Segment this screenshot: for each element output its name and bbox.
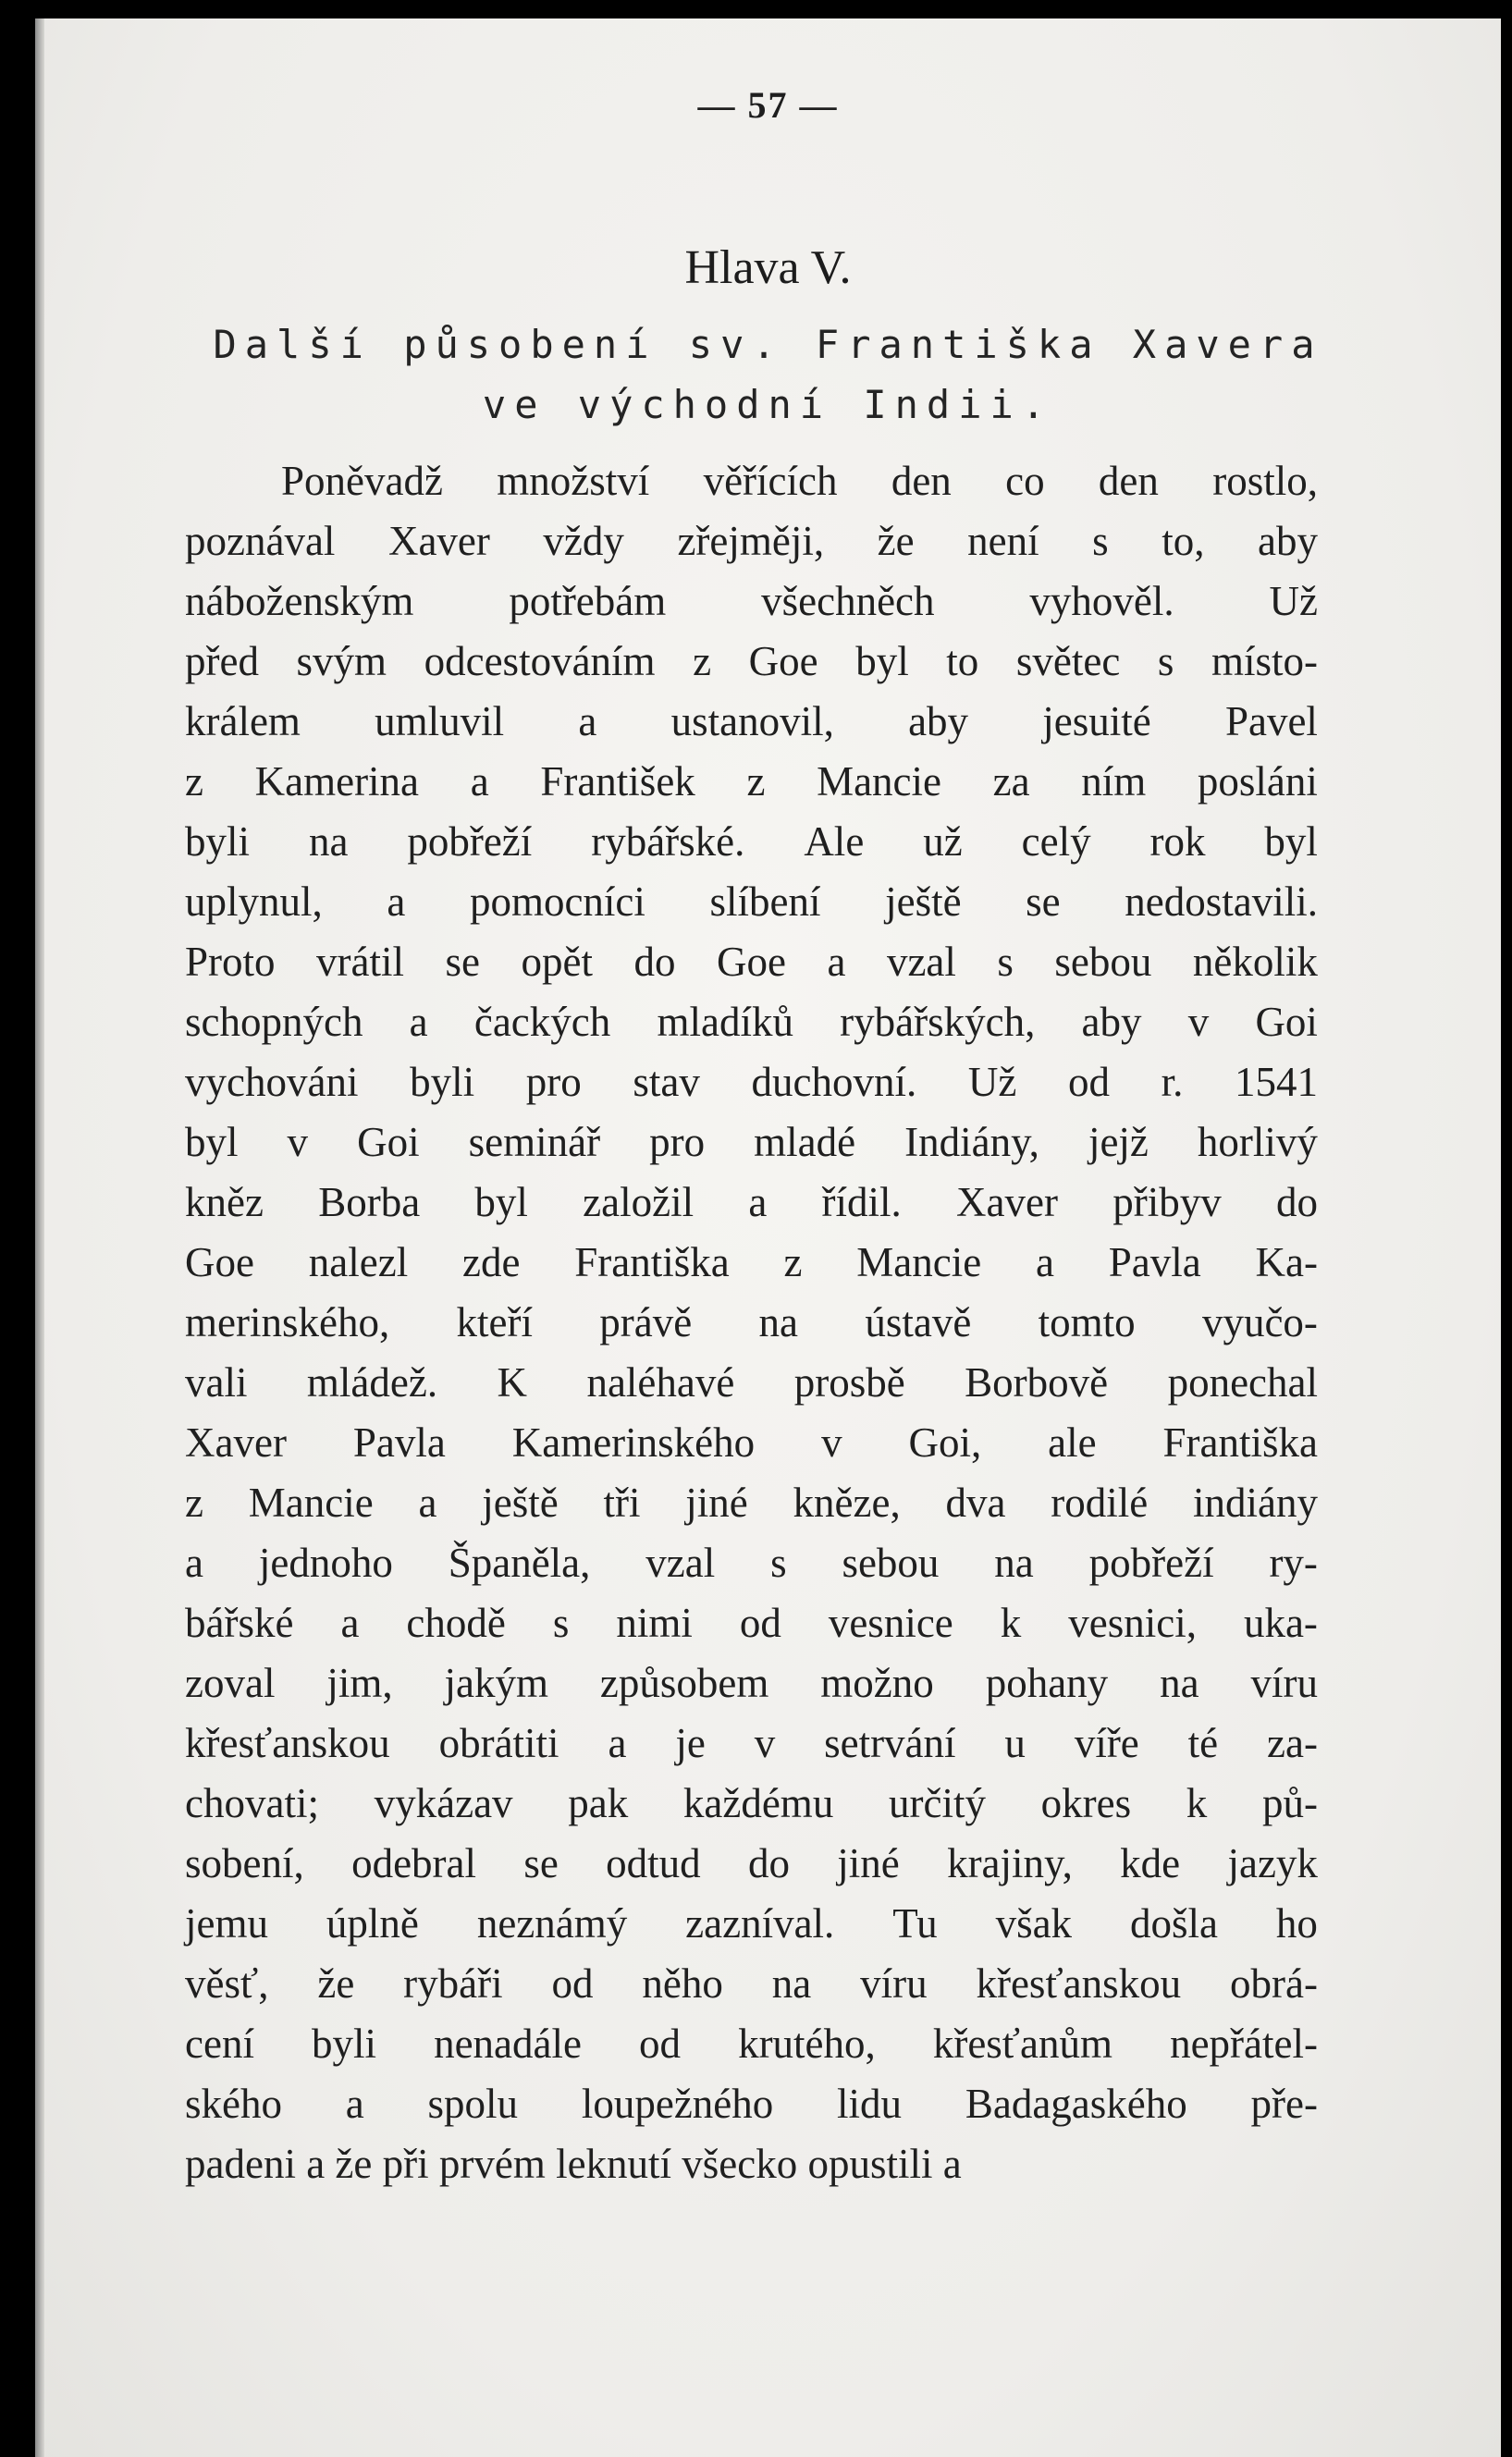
word: že [877, 518, 915, 564]
word: kde [1120, 1840, 1181, 1886]
word: svým [296, 638, 387, 684]
word: do [747, 1840, 790, 1886]
word: Goi, [908, 1419, 982, 1466]
text-line [185, 511, 1318, 571]
word: a [387, 878, 406, 925]
word: Pavel [1224, 698, 1318, 744]
word: je [675, 1720, 706, 1766]
word: Kamerina [254, 758, 420, 805]
word: pro [649, 1119, 706, 1165]
word: byli [312, 2021, 377, 2067]
word: vesnici, [1068, 1600, 1197, 1646]
word: vzal [886, 939, 956, 985]
word: to, [1162, 518, 1205, 564]
word: na [1160, 1660, 1199, 1706]
word: nalezl [308, 1239, 409, 1285]
word: obrátiti [438, 1720, 559, 1766]
word: rostlo, [1212, 458, 1318, 504]
word: rybářských, [840, 999, 1036, 1045]
word: rodilé [1051, 1480, 1149, 1526]
word: určitý [888, 1780, 986, 1826]
word: v [1187, 999, 1210, 1045]
word: přibyv [1112, 1179, 1222, 1225]
word: pobřeží [407, 818, 533, 865]
word: víru [1250, 1660, 1318, 1706]
text-line [185, 692, 1318, 752]
text-line [185, 1233, 1318, 1293]
word: Borbově [965, 1359, 1109, 1406]
word: jejž [1088, 1119, 1149, 1165]
word: 1541 [1234, 1059, 1318, 1105]
word: byli [185, 818, 251, 865]
word: nepřátel- [1170, 2021, 1318, 2067]
word: Badagaského [965, 2081, 1187, 2127]
word: zde [461, 1239, 521, 1285]
word: všechněch [761, 578, 935, 624]
word: Pavla [1108, 1239, 1201, 1285]
word: Španěla, [448, 1540, 591, 1586]
text-line [185, 1593, 1318, 1653]
word: ještě [482, 1480, 559, 1526]
word: před [185, 638, 259, 684]
word: Goe [748, 638, 818, 684]
word: té [1187, 1720, 1219, 1766]
word: z [783, 1239, 803, 1285]
word: kteří [456, 1299, 533, 1345]
word: řídil. [821, 1179, 902, 1225]
word: množství [497, 458, 650, 504]
word: krajiny, [947, 1840, 1073, 1886]
page-spine-shadow [35, 18, 44, 2457]
word: za [992, 758, 1030, 805]
word: vykázav [374, 1780, 513, 1826]
body-text [185, 451, 1318, 2194]
word: náboženským [185, 578, 414, 624]
word: ještě [885, 878, 962, 925]
word: jesuité [1042, 698, 1151, 744]
word: Goi [357, 1119, 420, 1165]
word: byl [1264, 818, 1318, 865]
word: aby [1257, 518, 1318, 564]
chapter-subtitle-line: ve východní Indii. [482, 382, 1054, 427]
word: pomocníci [469, 878, 645, 925]
word: obrá- [1230, 1960, 1318, 2007]
word: vrátil [316, 939, 404, 985]
word: se [1026, 878, 1061, 925]
word: víře [1074, 1720, 1139, 1766]
word: byli [410, 1059, 475, 1105]
word: Už [967, 1059, 1017, 1105]
word: jim, [326, 1660, 393, 1706]
chapter-subtitle-line: Další působení sv. Františka Xavera [213, 322, 1323, 367]
word: jiné [685, 1480, 748, 1526]
word: na [308, 818, 349, 865]
word: není [967, 518, 1039, 564]
word: od [1067, 1059, 1110, 1105]
word: jiné [837, 1840, 900, 1886]
word: sobení, [185, 1840, 304, 1886]
word: od [551, 1960, 594, 2007]
word: křesťanskou [976, 1960, 1182, 2007]
word: chodě [406, 1600, 506, 1646]
word: indiány [1193, 1480, 1318, 1526]
word: prosbě [793, 1359, 905, 1406]
word: a [1035, 1239, 1054, 1285]
word: Tu [892, 1900, 938, 1947]
word: r. [1161, 1059, 1184, 1105]
word: mládež. [306, 1359, 438, 1406]
word: v [287, 1119, 309, 1165]
word: vzal [645, 1540, 716, 1586]
word: jednoho [258, 1540, 393, 1586]
book-page [35, 18, 1501, 2457]
word: ponechal [1167, 1359, 1318, 1406]
word: byl [185, 1119, 239, 1165]
word: nedostavili. [1125, 878, 1318, 925]
word: Kamerinského [511, 1419, 756, 1466]
word: už [923, 818, 963, 865]
word: posláni [1197, 758, 1318, 805]
word: do [633, 939, 676, 985]
word: Mancie [817, 758, 941, 805]
word: na [994, 1540, 1034, 1586]
word: a [345, 2081, 364, 2127]
word: tomto [1038, 1299, 1136, 1345]
word: zřejměji, [677, 518, 825, 564]
text-line [185, 1413, 1318, 1473]
text-line [185, 571, 1318, 632]
word: schopných [185, 999, 363, 1045]
word: a [409, 999, 428, 1045]
word: ale [1048, 1419, 1097, 1466]
word: Františka [1162, 1419, 1318, 1466]
word: křesťanům [932, 2021, 1113, 2067]
word: něho [642, 1960, 723, 2007]
word: Pavla [352, 1419, 446, 1466]
text-line [185, 1894, 1318, 1954]
word: a [340, 1600, 360, 1646]
word: Xaver [185, 1419, 287, 1466]
word: světec [1015, 638, 1121, 684]
text-line [185, 992, 1318, 1052]
word: vyhověl. [1029, 578, 1174, 624]
word: sebou [842, 1540, 940, 1586]
word: s [552, 1600, 570, 1646]
text-line [185, 1052, 1318, 1112]
word: jazyk [1227, 1840, 1318, 1886]
word: tři [603, 1480, 641, 1526]
word: mladé [754, 1119, 856, 1165]
word: uka- [1243, 1600, 1318, 1646]
word: aby [908, 698, 969, 744]
word: se [523, 1840, 559, 1886]
word: naléhavé [586, 1359, 735, 1406]
word: Mancie [856, 1239, 982, 1285]
word: čackých [473, 999, 611, 1045]
word: loupežného [581, 2081, 774, 2127]
word: Goi [1255, 999, 1318, 1045]
word: se [445, 939, 480, 985]
word: slíbení [709, 878, 821, 925]
word: a [827, 939, 846, 985]
word: spolu [427, 2081, 519, 2127]
word: to [946, 638, 979, 684]
word: kněz [185, 1179, 264, 1225]
word: a [578, 698, 597, 744]
word: a [470, 758, 489, 805]
word: nimi [616, 1600, 693, 1646]
word: z [185, 1480, 203, 1526]
word: z [746, 758, 766, 805]
text-line [185, 2014, 1318, 2074]
text-line [185, 1112, 1318, 1173]
word: pobřeží [1088, 1540, 1214, 1586]
word: došla [1129, 1900, 1218, 1947]
word: vyučo- [1201, 1299, 1318, 1345]
word: na [771, 1960, 812, 2007]
word: Poněvadž [281, 458, 443, 504]
word: s [1092, 518, 1109, 564]
text-line [185, 451, 1318, 511]
word: kněze, [793, 1480, 901, 1526]
text-line [185, 1353, 1318, 1413]
word: jakým [444, 1660, 549, 1706]
word: setrvání [824, 1720, 956, 1766]
word: z [693, 638, 712, 684]
word: věřících [703, 458, 838, 504]
word: zazníval. [685, 1900, 835, 1947]
word: Xaver [387, 518, 490, 564]
word: merinského, [185, 1299, 390, 1345]
word: právě [599, 1299, 693, 1345]
word: k [1186, 1780, 1208, 1826]
word: vždy [543, 518, 624, 564]
word: křesťanskou [185, 1720, 390, 1766]
text-line [185, 1293, 1318, 1353]
word: pohany [985, 1660, 1109, 1706]
word: co [1005, 458, 1045, 504]
text-line [185, 1473, 1318, 1533]
text-line [185, 812, 1318, 872]
text-line [185, 752, 1318, 812]
word: každému [682, 1780, 834, 1826]
word: pak [568, 1780, 629, 1826]
word: neznámý [476, 1900, 628, 1947]
word: a [748, 1179, 768, 1225]
word: Goe [716, 939, 786, 985]
text-line [185, 2074, 1318, 2134]
word: v [754, 1720, 776, 1766]
word: poznával [185, 518, 336, 564]
word: byl [855, 638, 909, 684]
text-line [185, 1653, 1318, 1714]
word: možno [820, 1660, 934, 1706]
word: pů- [1261, 1780, 1318, 1826]
word: zoval [185, 1660, 276, 1706]
word: sebou [1054, 939, 1152, 985]
word: krutého, [738, 2021, 876, 2067]
word: několik [1192, 939, 1318, 985]
text-line [185, 1714, 1318, 1774]
word: Xaver [956, 1179, 1058, 1225]
word: horlivý [1197, 1119, 1318, 1165]
text-line [185, 1533, 1318, 1593]
word: místo- [1211, 638, 1318, 684]
word: seminář [468, 1119, 601, 1165]
word: mladíků [657, 999, 793, 1045]
text-line [185, 872, 1318, 932]
word: ského [185, 2081, 282, 2127]
word: věsť, [185, 1960, 269, 2007]
word: chovati; [185, 1780, 319, 1826]
word: duchovní. [751, 1059, 917, 1105]
word: nenadále [434, 2021, 582, 2067]
word: však [995, 1900, 1073, 1947]
word: že [317, 1960, 355, 2007]
word: od [739, 1600, 781, 1646]
word: opět [521, 939, 593, 985]
word: Františka [574, 1239, 730, 1285]
word: založil [583, 1179, 695, 1225]
word: Indiány, [904, 1119, 1039, 1165]
text-line [185, 1774, 1318, 1834]
word: potřebám [509, 578, 667, 624]
word: od [639, 2021, 682, 2067]
text-line [185, 632, 1318, 692]
word: Ale [804, 818, 865, 865]
word: odtud [606, 1840, 701, 1886]
word: k [1000, 1600, 1022, 1646]
word: odcestováním [424, 638, 656, 684]
word: K [497, 1359, 528, 1406]
word: králem [185, 698, 301, 744]
word: uplynul, [185, 878, 323, 925]
word: vesnice [828, 1600, 953, 1646]
word: ním [1081, 758, 1147, 805]
word: u [1004, 1720, 1026, 1766]
word: bářské [185, 1600, 294, 1646]
word: víru [860, 1960, 928, 2007]
word: úplně [326, 1900, 419, 1947]
chapter-title: Hlava V. [684, 241, 852, 294]
word: Už [1269, 578, 1318, 624]
word: v [821, 1419, 842, 1466]
word: pro [525, 1059, 582, 1105]
word: z [185, 758, 203, 805]
word: byl [474, 1179, 528, 1225]
word: celý [1021, 818, 1091, 865]
page-number: — 57 — [697, 84, 839, 126]
word: Mancie [248, 1480, 374, 1526]
word: František [540, 758, 695, 805]
word: stav [633, 1059, 700, 1105]
word: ústavě [865, 1299, 972, 1345]
word: jemu [185, 1900, 268, 1947]
word: a [608, 1720, 627, 1766]
word: rybářské. [591, 818, 745, 865]
word: způsobem [599, 1660, 769, 1706]
word: rok [1149, 818, 1206, 865]
word: vychováni [185, 1059, 359, 1105]
word: vali [185, 1359, 248, 1406]
word: a [185, 1540, 203, 1586]
word: Goe [185, 1239, 254, 1285]
word: pře- [1250, 2081, 1318, 2127]
word: ho [1275, 1900, 1318, 1947]
word: den [891, 458, 952, 504]
word: Borba [318, 1179, 421, 1225]
word: cení [185, 2021, 254, 2067]
word: lidu [837, 2081, 903, 2127]
word: umluvil [375, 698, 505, 744]
word: ry- [1269, 1540, 1318, 1586]
word: s [997, 939, 1014, 985]
text-line: padeni a že při prvém leknutí všecko opustili a [185, 2141, 962, 2187]
word: za- [1267, 1720, 1318, 1766]
text-line [185, 1834, 1318, 1894]
word: dva [945, 1480, 1006, 1526]
word: Ka- [1255, 1239, 1318, 1285]
word: na [758, 1299, 799, 1345]
word: s [770, 1540, 787, 1586]
word: aby [1081, 999, 1142, 1045]
word: s [1157, 638, 1174, 684]
word: okres [1040, 1780, 1132, 1826]
word: Proto [185, 939, 276, 985]
word: do [1275, 1179, 1318, 1225]
word: odebral [351, 1840, 476, 1886]
text-line [185, 1954, 1318, 2014]
word: den [1098, 458, 1159, 504]
text-line [185, 932, 1318, 992]
text-line [185, 1173, 1318, 1233]
word: ustanovil, [670, 698, 834, 744]
word: a [418, 1480, 437, 1526]
word: rybáři [403, 1960, 503, 2007]
